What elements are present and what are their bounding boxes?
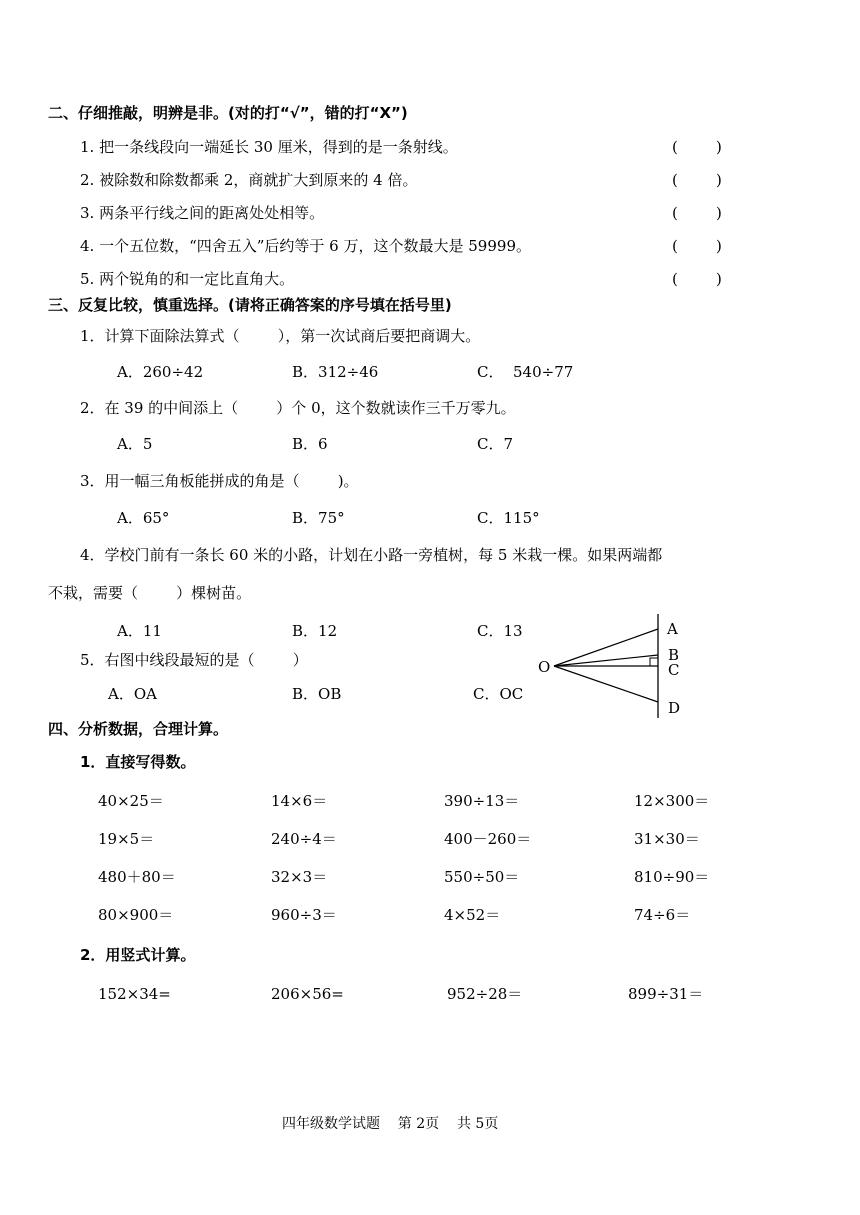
- choice-q3-option-a[interactable]: A．65°: [117, 509, 170, 527]
- answer-bracket-3[interactable]: ( ): [672, 204, 722, 222]
- segment-diagram: [530, 610, 700, 725]
- answer-bracket-1[interactable]: ( ): [672, 138, 722, 156]
- judge-item-4: 4. 一个五位数，“四舍五入”后约等于 6 万，这个数最大是 59999。: [80, 237, 531, 255]
- choice-q4-stem-cont: 不栽，需要（ ）棵树苗。: [48, 584, 252, 602]
- label-a: A: [667, 620, 678, 638]
- choice-q4-option-b[interactable]: B．12: [292, 622, 338, 640]
- choice-q2-option-b[interactable]: B．6: [292, 435, 328, 453]
- calc-r2c2: 240÷4＝: [271, 830, 337, 848]
- choice-q1-stem: 1．计算下面除法算式（ ），第一次试商后要把商调大。: [80, 327, 481, 345]
- choice-q5-option-c[interactable]: C．OC: [473, 685, 524, 703]
- oral-calc-heading: 1．直接写得数。: [80, 753, 196, 771]
- vertical-calc-4: 899÷31＝: [628, 985, 704, 1003]
- judge-item-1: 1. 把一条线段向一端延长 30 厘米，得到的是一条射线。: [80, 138, 458, 156]
- choice-q3-option-b[interactable]: B．75°: [292, 509, 345, 527]
- right-angle-mark: [650, 658, 658, 666]
- calc-r4c4: 74÷6＝: [634, 906, 691, 924]
- answer-bracket-2[interactable]: ( ): [672, 171, 722, 189]
- choice-q2-stem: 2．在 39 的中间添上（ ）个 0，这个数就读作三千万零九。: [80, 399, 516, 417]
- choice-q5-option-a[interactable]: A．OA: [108, 685, 157, 703]
- judge-item-3: 3. 两条平行线之间的距离处处相等。: [80, 204, 325, 222]
- choice-q5-stem: 5．右图中线段最短的是（ ）: [80, 651, 308, 669]
- choice-q5-option-b[interactable]: B．OB: [292, 685, 342, 703]
- choice-q4-option-c[interactable]: C．13: [477, 622, 523, 640]
- calc-r1c2: 14×6＝: [271, 792, 328, 810]
- choice-q3-option-c[interactable]: C．115°: [477, 509, 540, 527]
- calc-r4c3: 4×52＝: [444, 906, 501, 924]
- label-d: D: [668, 699, 681, 717]
- choice-q1-option-b[interactable]: B．312÷46: [292, 363, 379, 381]
- vertical-calc-2: 206×56=: [271, 985, 344, 1003]
- calc-r2c4: 31×30＝: [634, 830, 700, 848]
- segment-od: [554, 666, 658, 702]
- answer-bracket-4[interactable]: ( ): [672, 237, 722, 255]
- calc-r1c1: 40×25＝: [98, 792, 164, 810]
- page-footer: 四年级数学试题 第 2页 共 5页: [282, 1116, 499, 1132]
- choice-q4-stem: 4．学校门前有一条长 60 米的小路，计划在小路一旁植树，每 5 米栽一棵。如果两端都: [80, 546, 663, 564]
- choice-q3-stem: 3．用一幅三角板能拼成的角是（ )。: [80, 472, 359, 490]
- judge-item-2: 2. 被除数和除数都乘 2，商就扩大到原来的 4 倍。: [80, 171, 418, 189]
- calc-r4c1: 80×900＝: [98, 906, 174, 924]
- judge-item-5: 5. 两个锐角的和一定比直角大。: [80, 270, 295, 288]
- calc-r2c1: 19×5＝: [98, 830, 155, 848]
- calc-r3c1: 480＋80＝: [98, 868, 176, 886]
- choice-q1-option-a[interactable]: A．260÷42: [117, 363, 204, 381]
- label-b: B: [668, 646, 680, 664]
- calc-r1c3: 390÷13＝: [444, 792, 520, 810]
- calc-r3c2: 32×3＝: [271, 868, 328, 886]
- calc-r3c3: 550÷50＝: [444, 868, 520, 886]
- calc-r4c2: 960÷3＝: [271, 906, 337, 924]
- label-o: O: [538, 658, 551, 676]
- section3-title: 三、反复比较，慎重选择。(请将正确答案的序号填在括号里): [48, 296, 452, 314]
- choice-q1-option-c[interactable]: C． 540÷77: [477, 363, 574, 381]
- choice-q4-option-a[interactable]: A．11: [117, 622, 162, 640]
- vertical-calc-1: 152×34=: [98, 985, 171, 1003]
- calc-r3c4: 810÷90＝: [634, 868, 710, 886]
- section2-title: 二、仔细推敲，明辨是非。(对的打“√”，错的打“X”): [48, 104, 408, 122]
- calc-r2c3: 400－260＝: [444, 830, 532, 848]
- label-c: C: [668, 661, 680, 679]
- vertical-calc-3: 952÷28＝: [447, 985, 523, 1003]
- calc-r1c4: 12×300＝: [634, 792, 710, 810]
- vertical-calc-heading: 2．用竖式计算。: [80, 946, 196, 964]
- section4-title: 四、分析数据，合理计算。: [48, 720, 229, 738]
- choice-q2-option-c[interactable]: C．7: [477, 435, 514, 453]
- answer-bracket-5[interactable]: ( ): [672, 270, 722, 288]
- choice-q2-option-a[interactable]: A．5: [117, 435, 153, 453]
